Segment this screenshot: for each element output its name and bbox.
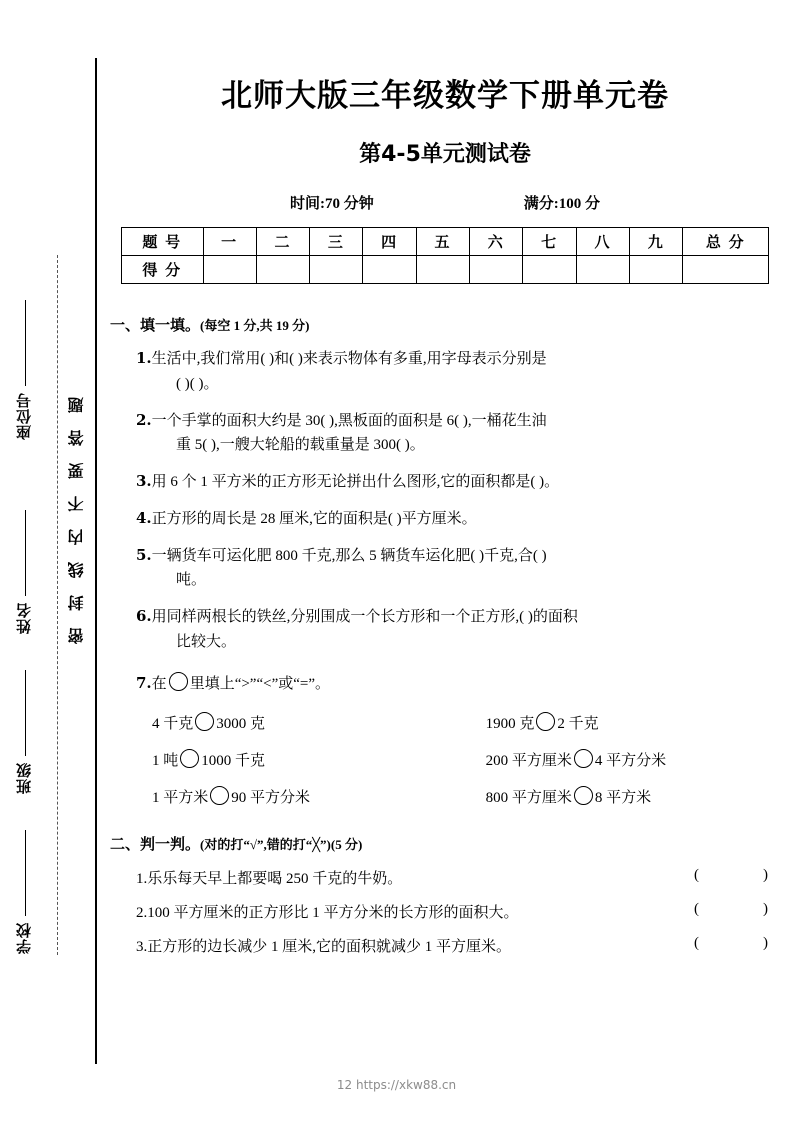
class-label: 班级: [17, 762, 33, 794]
question-1-4: [136, 506, 780, 532]
section-heading-1: [110, 314, 780, 335]
question-1-4-line1: 正方形的周长是 28 厘米,它的面积是( )平方厘米。: [151, 510, 477, 527]
compare-circle-icon[interactable]: [180, 749, 199, 768]
score-cell-3[interactable]: [310, 256, 363, 284]
class-underline: [24, 670, 26, 756]
tf-paren-close: ): [763, 935, 768, 952]
compare-circle-icon[interactable]: [169, 672, 188, 691]
seal-dashed-rule: [57, 255, 58, 955]
tf-paren-open: (: [694, 867, 699, 884]
compare-circle-icon[interactable]: [195, 712, 214, 731]
school-field[interactable]: [14, 830, 35, 954]
tf-question-1-text: 乐乐每天早上都要喝 250 千克的牛奶。: [147, 871, 403, 888]
comparison-item: [486, 749, 780, 770]
seal-warning-text: 密封线内不要答题: [69, 380, 86, 644]
score-cell-1[interactable]: [203, 256, 256, 284]
comparison-item: [152, 712, 486, 733]
question-1-7: [136, 671, 780, 697]
seat-number-underline: [24, 300, 26, 386]
school-underline: [24, 830, 26, 916]
question-1-7-suffix: 里填上“>”“<”或“=”。: [189, 675, 331, 692]
score-cell-7[interactable]: [523, 256, 576, 284]
compare-circle-icon[interactable]: [210, 786, 229, 805]
tf-question-2-number: 2.: [136, 905, 148, 922]
question-1-2: [136, 408, 780, 459]
compare-circle-icon[interactable]: [536, 712, 555, 731]
score-table-header-row: [122, 228, 769, 256]
tf-paren-close: ): [763, 867, 768, 884]
compare-right-operand: 8 平方米: [594, 790, 652, 807]
exam-meta: [110, 192, 780, 213]
comparison-row: [152, 749, 780, 770]
section-1-points: (每空 1 分,共 19 分): [200, 318, 310, 333]
tf-question-1-text-wrap: [136, 867, 402, 888]
question-1-7-prefix: 在: [151, 675, 167, 692]
question-1-3-line1: 用 6 个 1 平方米的正方形无论拼出什么图形,它的面积都是( )。: [151, 474, 560, 490]
compare-left-operand: 200 平方厘米: [485, 753, 572, 770]
score-col-7: 七: [523, 228, 576, 256]
score-cell-9[interactable]: [630, 256, 683, 284]
section-1-title: 一、填一填。: [110, 318, 201, 334]
tf-question-3-text: 正方形的边长减少 1 厘米,它的面积就减少 1 平方厘米。: [147, 939, 512, 956]
tf-paren-open: (: [694, 935, 699, 952]
seat-number-field[interactable]: [14, 300, 35, 440]
page-title: 北师大版三年级数学下册单元卷: [221, 78, 669, 114]
compare-circle-icon[interactable]: [574, 749, 593, 768]
question-1-2-line2: 重 5( ),一艘大轮船的载重量是 300( )。: [176, 437, 425, 454]
compare-right-operand: 4 平方分米: [594, 753, 667, 770]
seat-number-label: 座位号: [17, 392, 33, 440]
question-1-5-number: 5.: [136, 545, 152, 564]
tf-paren-close: ): [763, 901, 768, 918]
question-1-1-line2: ( )( )。: [176, 375, 219, 392]
tf-question-3-text-wrap: [136, 935, 511, 956]
comparison-row: [152, 712, 780, 733]
score-col-2: 二: [256, 228, 309, 256]
tf-question-3: [136, 935, 780, 956]
score-col-4: 四: [363, 228, 416, 256]
seal-margin: [0, 0, 96, 1122]
compare-circle-icon[interactable]: [574, 786, 593, 805]
score-col-9: 九: [630, 228, 683, 256]
score-col-1: 一: [203, 228, 256, 256]
compare-right-operand: 1000 千克: [201, 753, 266, 770]
question-1-6-line1: 用同样两根长的铁丝,分别围成一个长方形和一个正方形,( )的面积: [151, 609, 578, 625]
question-1-1-line1: 生活中,我们常用( )和( )来表示物体有多重,用字母表示分别是: [151, 351, 547, 367]
score-table: [121, 227, 769, 284]
question-1-5-line2: 吨。: [176, 572, 207, 589]
class-field[interactable]: [14, 670, 35, 794]
student-name-underline: [24, 510, 26, 596]
page-footer: 12 https://xkw88.cn: [336, 1078, 457, 1092]
tf-question-1: [136, 867, 780, 888]
compare-right-operand: 2 千克: [557, 716, 599, 733]
tf-answer-box[interactable]: [694, 935, 780, 956]
question-1-7-number: 7.: [136, 673, 152, 692]
question-1-4-number: 4.: [136, 508, 152, 527]
exam-sheet: [110, 0, 780, 1122]
section-2-title: 二、判一判。: [110, 837, 201, 854]
tf-question-1-number: 1.: [136, 871, 148, 888]
question-1-2-line1: 一个手掌的面积大约是 30( ),黑板面的面积是 6( ),一桶花生油: [151, 412, 547, 429]
comparison-item: [152, 786, 486, 807]
score-table-row-header: 题 号: [122, 228, 204, 256]
school-label: 学校: [17, 922, 33, 954]
score-col-3: 三: [310, 228, 363, 256]
question-1-2-number: 2.: [136, 410, 152, 429]
total-points-label: 满分:100 分: [523, 196, 600, 212]
question-1-3: [136, 469, 780, 495]
score-cell-6[interactable]: [470, 256, 523, 284]
score-col-total: 总 分: [683, 228, 769, 256]
question-1-1-number: 1.: [136, 349, 152, 367]
compare-left-operand: 800 平方厘米: [485, 790, 572, 807]
comparison-item: [486, 786, 780, 807]
compare-left-operand: 1 平方米: [152, 790, 209, 807]
section-2-points: (对的打“√”,错的打“╳”)(5 分): [200, 837, 363, 853]
tf-question-2: [136, 901, 780, 922]
tf-question-3-number: 3.: [136, 939, 148, 956]
score-cell-5[interactable]: [416, 256, 469, 284]
score-col-5: 五: [416, 228, 469, 256]
score-cell-total[interactable]: [683, 256, 769, 284]
compare-left-operand: 4 千克: [152, 716, 194, 733]
comparison-item: [152, 749, 486, 770]
question-1-5: [136, 543, 780, 594]
question-1-6-line2: 比较大。: [176, 633, 237, 650]
comparison-item: [486, 712, 780, 733]
score-col-6: 六: [470, 228, 523, 256]
tf-answer-box[interactable]: [694, 901, 780, 922]
compare-right-operand: 3000 克: [216, 716, 266, 733]
page-subtitle: 第4-5单元测试卷: [359, 142, 531, 167]
score-cell-8[interactable]: [576, 256, 629, 284]
question-1-1: [136, 346, 780, 397]
compare-right-operand: 90 平方分米: [231, 790, 311, 807]
student-name-field[interactable]: [14, 510, 35, 634]
score-table-row-header-2: 得 分: [122, 256, 204, 284]
tf-answer-box[interactable]: [694, 867, 780, 888]
comparison-row: [152, 786, 780, 807]
tf-question-2-text: 100 平方厘米的正方形比 1 平方分米的长方形的面积大。: [147, 905, 519, 922]
tf-question-2-text-wrap: [136, 901, 519, 922]
question-1-5-line1: 一辆货车可运化肥 800 千克,那么 5 辆货车运化肥( )千克,合( ): [151, 547, 547, 564]
score-cell-4[interactable]: [363, 256, 416, 284]
tf-paren-open: (: [694, 901, 699, 918]
comparison-grid: [152, 712, 780, 807]
seal-solid-rule: [95, 58, 97, 1064]
student-name-label: 姓名: [17, 602, 33, 634]
question-1-6-number: 6.: [136, 607, 152, 625]
time-limit-label: 时间:70 分钟: [290, 196, 374, 212]
section-heading-2: [110, 833, 780, 854]
compare-left-operand: 1 吨: [152, 753, 179, 770]
compare-left-operand: 1900 克: [485, 716, 535, 733]
question-1-3-number: 3.: [136, 472, 152, 490]
score-cell-2[interactable]: [256, 256, 309, 284]
score-col-8: 八: [576, 228, 629, 256]
score-table-value-row: [122, 256, 769, 284]
question-1-6: [136, 604, 780, 655]
